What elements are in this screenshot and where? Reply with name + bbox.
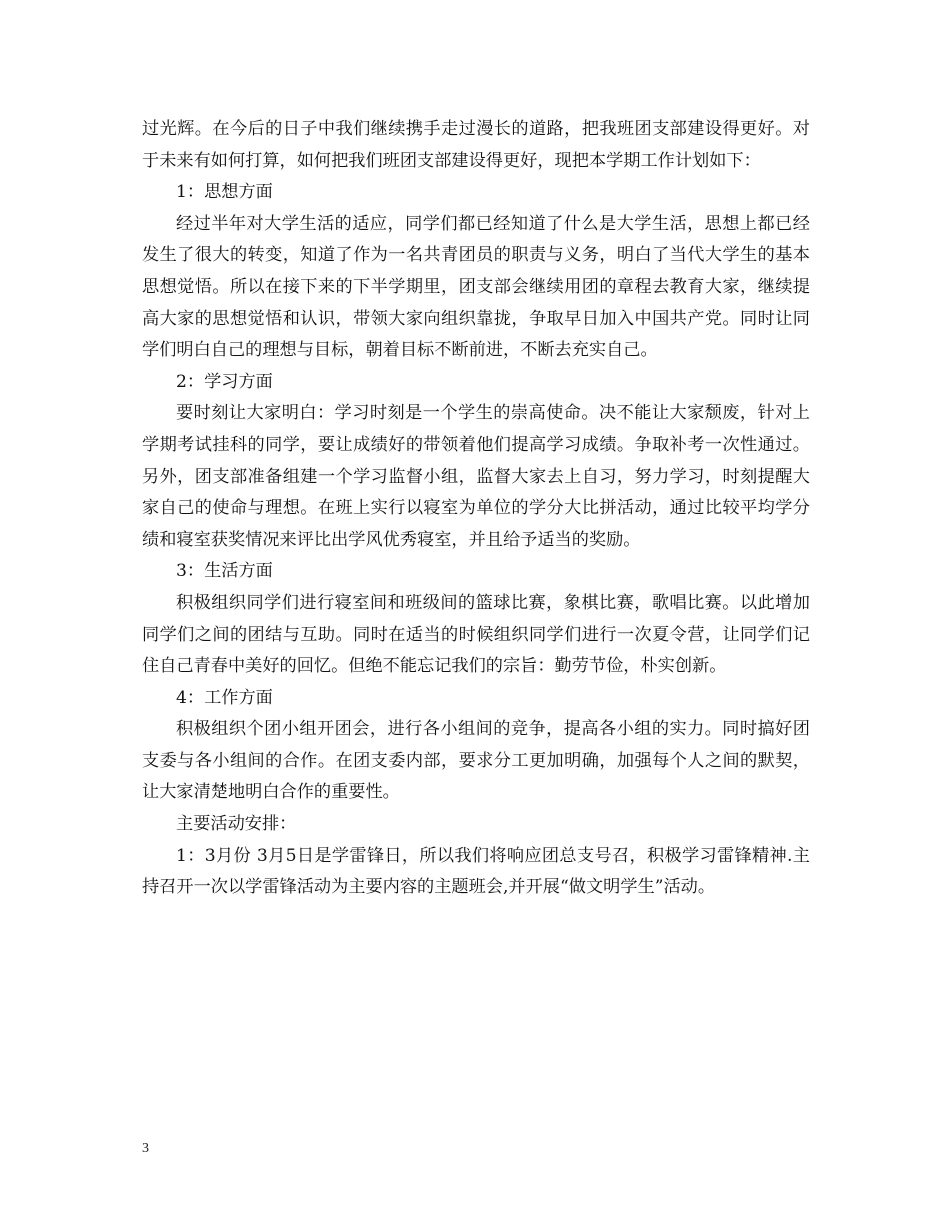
paragraph-ideology: 经过半年对大学生活的适应，同学们都已经知道了什么是大学生活，思想上都已经发生了很大的转变，知道了作为一名共青团员的职责与义务，明白了当代大学生的基本思想觉悟。所以在接下来的下半学期里，团支部会继续用团的章程去教育大家，继续提高大家的思想觉悟和认识，带领大家向组织靠拢，争取早日加入中国共产党。同时让同学们明白自己的理想与目标，朝着目标不断前进，不断去充实自己。	[142, 213, 810, 361]
document-body	[142, 114, 810, 904]
section-heading-study: 2：学习方面	[176, 371, 273, 392]
section-heading-ideology: 1：思想方面	[176, 182, 273, 203]
section-heading-life: 3：生活方面	[176, 561, 273, 582]
section-heading-work: 4：工作方面	[176, 687, 273, 708]
paragraph-intro-continuation: 过光辉。在今后的日子中我们继续携手走过漫长的道路，把我班团支部建设得更好。对于未来有如何打算，如何把我们班团支部建设得更好，现把本学期工作计划如下：	[142, 119, 810, 171]
paragraph-life: 积极组织同学们进行寝室间和班级间的篮球比赛，象棋比赛，歌唱比赛。以此增加同学们之间的团结与互助。同时在适当的时候组织同学们进行一次夏令营，让同学们记住自己青春中美好的回忆。但绝不能忘记我们的宗旨：勤劳节俭，朴实创新。	[142, 592, 810, 677]
page-number: 3	[142, 1141, 149, 1156]
paragraph-study: 要时刻让大家明白：学习时刻是一个学生的崇高使命。决不能让大家颓废，针对上学期考试挂科的同学，要让成绩好的带领着他们提高学习成绩。争取补考一次性通过。另外，团支部准备组建一个学习监督小组，监督大家去上自习，努力学习，时刻提醒大家自己的使命与理想。在班上实行以寝室为单位的学分大比拼活动，通过比较平均学分绩和寝室获奖情况来评比出学风优秀寝室，并且给予适当的奖励。	[142, 403, 810, 550]
paragraph-activity-march: 1：3月份 3月5日是学雷锋日，所以我们将响应团总支号召，积极学习雷锋精神.主持召开一次以学雷锋活动为主要内容的主题班会,并开展“做文明学生”活动。	[142, 845, 810, 898]
paragraph-work: 积极组织个团小组开团会，进行各小组间的竞争，提高各小组的实力。同时搞好团支委与各小组间的合作。在团支委内部，要求分工更加明确，加强每个人之间的默契，让大家清楚地明白合作的重要性。	[142, 719, 810, 803]
section-heading-activities: 主要活动安排：	[176, 814, 297, 835]
